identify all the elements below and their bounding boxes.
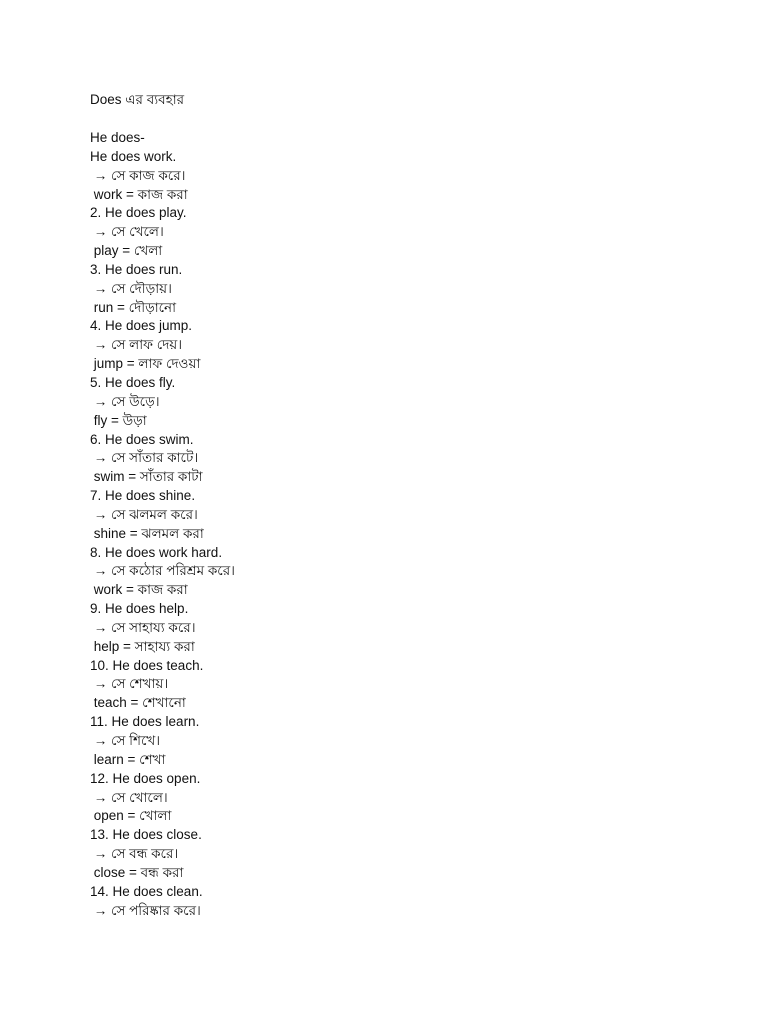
document-line: 12. He does open.	[90, 770, 201, 786]
document-line: → সে পরিষ্কার করে।	[90, 902, 201, 918]
document-line: 10. He does teach.	[90, 657, 204, 673]
document-line: → সে খেলে।	[90, 224, 164, 240]
document-line: learn = শেখা	[90, 751, 166, 767]
document-line: open = খোলা	[90, 808, 172, 824]
document-line: 7. He does shine.	[90, 488, 196, 504]
document-line: He does work.	[90, 148, 177, 164]
document-line: He does-	[90, 130, 145, 145]
document-line: work = কাজ করা	[90, 582, 188, 598]
document-line: → সে সাহায্য করে।	[90, 619, 196, 635]
document-line: → সে উড়ে।	[90, 393, 160, 409]
document-body	[90, 129, 235, 920]
document-line: 2. He does play.	[90, 205, 187, 221]
document-line: → সে ঝলমল করে।	[90, 506, 198, 522]
document-line: → সে শেখায়।	[90, 676, 169, 692]
document-line: → সে খোলে।	[90, 789, 168, 805]
document-line: jump = লাফ দেওয়া	[90, 356, 201, 372]
document-line: → সে দৌড়ায়।	[90, 280, 172, 296]
document-line: 11. He does learn.	[90, 714, 200, 730]
document-line: 14. He does clean.	[90, 883, 203, 899]
document-line: close = বন্ধ করা	[90, 864, 184, 880]
document-line: work = কাজ করা	[90, 186, 188, 202]
document-line: 5. He does fly.	[90, 374, 176, 390]
document-title: Does এর ব্যবহার	[90, 92, 185, 107]
document-line: → সে লাফ দেয়।	[90, 337, 183, 353]
document-line: teach = শেখানো	[90, 695, 186, 711]
document-line: 3. He does run.	[90, 261, 183, 277]
document-line: 4. He does jump.	[90, 318, 193, 334]
document-line: play = খেলা	[90, 243, 163, 259]
document-line: 9. He does help.	[90, 601, 189, 617]
document-line: → সে কঠোর পরিশ্রম করে।	[90, 563, 235, 579]
document-line: → সে বন্ধ করে।	[90, 846, 179, 862]
document-line: → সে কাজ করে।	[90, 167, 186, 183]
document-line: swim = সাঁতার কাটা	[90, 469, 203, 485]
document-line: shine = ঝলমল করা	[90, 525, 204, 541]
document-line: run = দৌড়ানো	[90, 299, 177, 315]
document-line: fly = উড়া	[90, 412, 147, 428]
document-line: 8. He does work hard.	[90, 544, 223, 560]
document-line: 13. He does close.	[90, 827, 202, 843]
document-line: → সে সাঁতার কাটে।	[90, 450, 199, 466]
document-line: → সে শিখে।	[90, 733, 161, 748]
document-line: 6. He does swim.	[90, 431, 194, 447]
document-line: help = সাহায্য করা	[90, 638, 195, 654]
